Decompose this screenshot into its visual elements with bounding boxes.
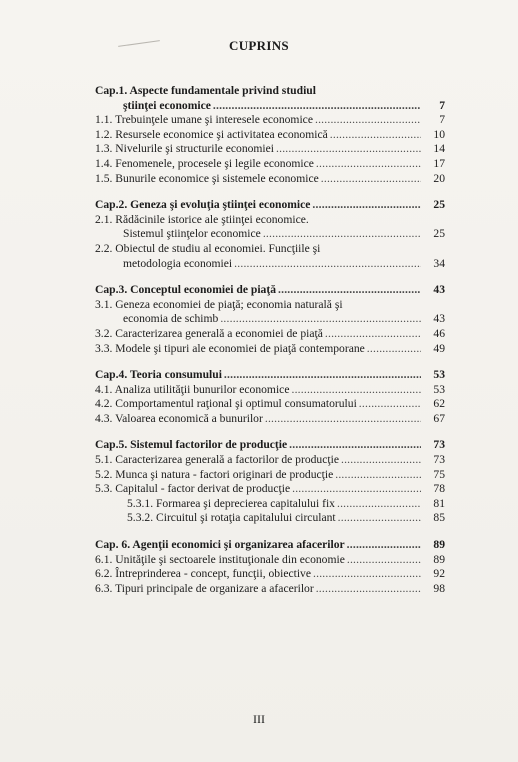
- dot-leader: [337, 497, 421, 512]
- toc-subentry: [95, 497, 445, 512]
- toc-entry: [95, 327, 445, 342]
- toc-subentry: [95, 511, 445, 526]
- chapter-gap: [95, 186, 445, 198]
- toc-subentry-text: 5.3.2. Circuitul şi rotaţia capitalului circulant: [127, 511, 336, 525]
- toc-entry-text: 5.1. Caracterizarea generală a factorilor de producţie: [95, 453, 339, 467]
- chapter-title: [95, 198, 445, 213]
- toc-entry: [95, 567, 445, 582]
- toc-entry: [95, 468, 445, 483]
- toc-entry: [95, 172, 445, 187]
- dot-leader: [321, 172, 421, 187]
- chapter-title-page: 73: [433, 438, 445, 452]
- dot-leader: [316, 582, 421, 597]
- dot-leader: [234, 257, 421, 272]
- toc-entry-line: 2.2. Obiectul de studiu al economiei. Funcţiile şi: [95, 241, 321, 255]
- chapter-title: [95, 538, 445, 553]
- toc-entry-text: 6.3. Tipuri principale de organizare a afacerilor: [95, 581, 314, 595]
- toc-entry-page: 49: [433, 341, 445, 355]
- toc-entry-text: 5.3. Capitalul - factor derivat de producţie: [95, 482, 291, 496]
- toc-entry-page: 43: [433, 312, 445, 326]
- toc-entry-text: 3.3. Modele şi tipuri ale economiei de piaţă contemporane: [95, 341, 365, 355]
- chapter-title-page: 7: [439, 98, 445, 112]
- dot-leader: [291, 383, 421, 398]
- dot-leader: [289, 438, 421, 453]
- chapter-gap: [95, 426, 445, 438]
- dot-leader: [292, 482, 421, 497]
- toc-entry-text: 4.3. Valoarea economică a bunurilor: [95, 411, 263, 425]
- page-number: III: [253, 712, 265, 726]
- page-title: CUPRINS: [229, 38, 289, 53]
- toc-entry-text: 6.2. Întreprinderea - concept, funcţii, obiective: [95, 567, 312, 581]
- toc-subentry-page: 85: [433, 511, 445, 525]
- table-of-contents: [95, 84, 445, 596]
- toc-entry-text: 6.1. Unităţile şi sectoarele instituţionale din economie: [95, 552, 345, 566]
- toc-entry-page: 89: [433, 552, 445, 566]
- dot-leader: [315, 113, 421, 128]
- chapter-title-line: Cap.1. Aspecte fundamentale privind studiul: [95, 84, 316, 97]
- chapter-gap: [95, 356, 445, 368]
- toc-entry-text: 4.1. Analiza utilităţii bunurilor economice: [95, 382, 290, 396]
- toc-entry: [95, 383, 445, 398]
- chapter-gap: [95, 526, 445, 538]
- chapter-title: [95, 283, 445, 298]
- toc-entry-page: 73: [433, 453, 445, 467]
- toc-entry: [95, 142, 445, 157]
- toc-entry-page: 53: [433, 382, 445, 396]
- dot-leader: [263, 227, 421, 242]
- dot-leader: [347, 538, 421, 553]
- dot-leader: [335, 468, 421, 483]
- toc-entry: [95, 312, 445, 327]
- dot-leader: [316, 157, 421, 172]
- toc-entry: [95, 157, 445, 172]
- dot-leader: [338, 511, 421, 526]
- toc-entry-page: 20: [433, 171, 445, 185]
- toc-entry: [95, 453, 445, 468]
- toc-entry: [95, 227, 445, 242]
- toc-entry-page: 78: [433, 482, 445, 496]
- toc-entry-text: 4.2. Comportamentul raţional şi optimul consumatorului: [95, 397, 357, 411]
- chapter-title: [95, 368, 445, 383]
- toc-entry-page: 17: [433, 156, 445, 170]
- toc-entry: [95, 397, 445, 412]
- chapter-title-page: 89: [433, 538, 445, 552]
- toc-entry-page: 98: [433, 581, 445, 595]
- dot-leader: [367, 342, 421, 357]
- toc-entry-page: 62: [433, 397, 445, 411]
- toc-entry-page: 92: [433, 567, 445, 581]
- dot-leader: [276, 142, 421, 157]
- toc-entry-text: 3.2. Caracterizarea generală a economiei de piaţă: [95, 326, 323, 340]
- toc-entry: [95, 412, 445, 427]
- toc-entry-page: 10: [433, 127, 445, 141]
- dot-leader: [220, 312, 421, 327]
- chapter-title: [95, 438, 445, 453]
- chapter-title-text: Cap.4. Teoria consumului: [95, 368, 222, 382]
- toc-entry: [95, 582, 445, 597]
- dot-leader: [347, 553, 421, 568]
- chapter-title-text: Cap.3. Conceptul economiei de piaţă: [95, 283, 276, 297]
- dot-leader: [265, 412, 421, 427]
- toc-subentry-page: 81: [433, 496, 445, 510]
- dot-leader: [313, 567, 421, 582]
- chapter-title-text: Cap.2. Geneza şi evoluţia ştiinţei economice: [95, 198, 311, 212]
- toc-entry-text: 1.3. Nivelurile şi structurile economiei: [95, 142, 275, 156]
- toc-entry-text: Sistemul ştiinţelor economice: [123, 227, 261, 241]
- toc-entry-text: 1.2. Resursele economice şi activitatea economică: [95, 127, 328, 141]
- toc-entry-page: 14: [433, 142, 445, 156]
- toc-entry-text: 1.4. Fenomenele, procesele şi legile economice: [95, 156, 314, 170]
- dot-leader: [330, 128, 421, 143]
- dot-leader: [359, 397, 421, 412]
- dot-leader: [213, 99, 421, 114]
- dot-leader: [278, 283, 421, 298]
- toc-entry-page: 34: [433, 256, 445, 270]
- chapter-title-page: 53: [433, 368, 445, 382]
- toc-entry-page: 7: [439, 113, 445, 127]
- chapter-title-page: 43: [433, 283, 445, 297]
- dot-leader: [312, 198, 421, 213]
- dot-leader: [224, 368, 421, 383]
- toc-entry-page: 75: [433, 467, 445, 481]
- toc-entry-text: economia de schimb: [123, 312, 219, 326]
- chapter-title-page: 25: [433, 198, 445, 212]
- toc-entry-line: 3.1. Geneza economiei de piaţă; economia naturală şi: [95, 297, 343, 311]
- toc-entry-text: metodologia economiei: [123, 256, 233, 270]
- chapter-title: [95, 99, 445, 114]
- toc-entry: [95, 482, 445, 497]
- toc-entry-page: 25: [433, 227, 445, 241]
- dot-leader: [325, 327, 421, 342]
- dot-leader: [341, 453, 421, 468]
- chapter-title-text: ştiinţei economice: [123, 98, 211, 112]
- toc-entry-line: 2.1. Rădăcinile istorice ale ştiinţei economice.: [95, 212, 309, 226]
- toc-entry-page: 67: [433, 411, 445, 425]
- toc-entry: [95, 128, 445, 143]
- toc-entry-page: 46: [433, 326, 445, 340]
- toc-entry: [95, 257, 445, 272]
- toc-entry: [95, 113, 445, 128]
- toc-entry-text: 1.5. Bunurile economice şi sistemele economice: [95, 171, 319, 185]
- toc-entry: [95, 342, 445, 357]
- chapter-gap: [95, 271, 445, 283]
- chapter-title-text: Cap. 6. Agenţii economici şi organizarea afacerilor: [95, 538, 345, 552]
- toc-entry-text: 5.2. Munca şi natura - factori originari de producţie: [95, 467, 334, 481]
- toc-entry: [95, 553, 445, 568]
- chapter-title-text: Cap.5. Sistemul factorilor de producţie: [95, 438, 288, 452]
- toc-entry-text: 1.1. Trebuinţele umane şi interesele economice: [95, 113, 313, 127]
- toc-subentry-text: 5.3.1. Formarea şi deprecierea capitalului fix: [127, 496, 335, 510]
